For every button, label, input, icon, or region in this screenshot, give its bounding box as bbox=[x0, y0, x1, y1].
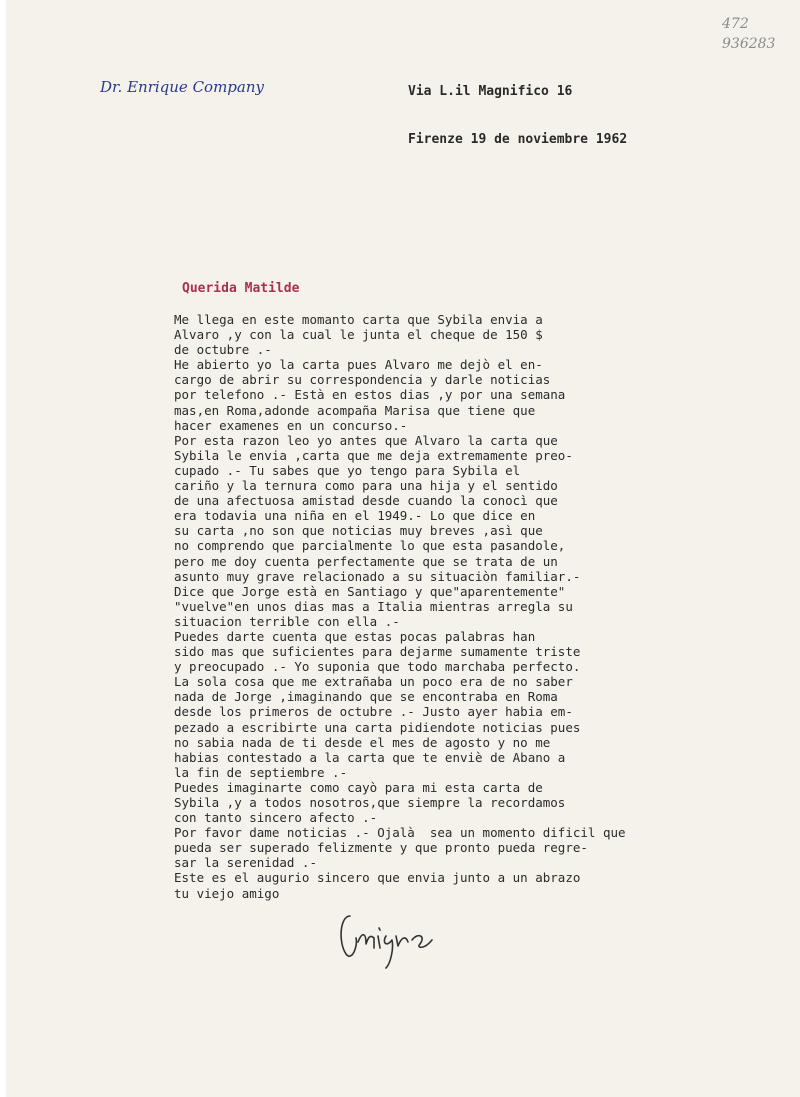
body-line: con tanto sincero afecto .- bbox=[174, 810, 378, 826]
body-line: su carta ,no son que noticias muy breves ,asì que bbox=[174, 523, 543, 539]
body-line: Puedes imaginarte como cayò para mi esta carta de bbox=[174, 779, 543, 795]
body-line: no comprendo que parcialmente lo que esta pasandole, bbox=[174, 538, 566, 554]
body-line: Puedes darte cuenta que estas pocas palabras han bbox=[174, 628, 536, 644]
body-line: Por esta razon leo yo antes que Alvaro la carta que bbox=[174, 432, 558, 448]
body-line: mas,en Roma,adonde acompaña Marisa que tiene que bbox=[174, 402, 536, 418]
salutation: Querida Matilde bbox=[182, 281, 300, 296]
body-line: habias contestado a la carta que te enviè de Abano a bbox=[174, 749, 566, 765]
archive-number bbox=[722, 14, 792, 54]
body-line: La sola cosa que me extrañaba un poco era de no saber bbox=[174, 674, 573, 690]
body-line: sar la serenidad .- bbox=[174, 855, 317, 871]
body-line: situacion terrible con ella .- bbox=[174, 613, 400, 629]
body-line: nada de Jorge ,imaginando que se encontraba en Roma bbox=[174, 689, 558, 705]
body-line: Me llega en este momanto carta que Sybila envia a bbox=[174, 312, 543, 327]
body-line: la fin de septiembre .- bbox=[174, 764, 348, 780]
letter-date: Firenze 19 de noviembre 1962 bbox=[408, 132, 628, 147]
body-line: sido mas que suficientes para dejarme sumamente triste bbox=[174, 644, 581, 660]
body-line: por telefono .- Està en estos dias ,y por una semana bbox=[174, 387, 566, 403]
body-line: hacer examenes en un concurso.- bbox=[174, 417, 408, 433]
body-line: pezado a escribirte una carta pidiendote noticias pues bbox=[174, 719, 581, 735]
body-line: pueda ser superado felizmente y que pronto pueda regre- bbox=[174, 840, 588, 856]
body-line: de octubre .- bbox=[174, 342, 272, 358]
body-line: "vuelve"en unos dias mas a Italia mientras arregla su bbox=[174, 598, 573, 614]
body-line: y preocupado .- Yo suponia que todo marchaba perfecto. bbox=[174, 659, 581, 675]
archive-number-2: 936283 bbox=[722, 36, 776, 52]
body-line: de una afectuosa amistad desde cuando la conocì que bbox=[174, 493, 558, 509]
body-line: desde los primeros de octubre .- Justo ayer habia em- bbox=[174, 704, 573, 720]
body-line: Sybila ,y a todos nosotros,que siempre la recordamos bbox=[174, 795, 566, 810]
body-line: Alvaro ,y con la cual le junta el cheque de 150 $ bbox=[174, 327, 543, 343]
body-line: no sabia nada de ti desde el mes de agosto y no me bbox=[174, 734, 551, 750]
body-line: cariño y la ternura como para una hija y el sentido bbox=[174, 478, 558, 494]
body-line: cargo de abrir su correspondencia y darle noticias bbox=[174, 372, 551, 388]
letter-body bbox=[174, 312, 734, 901]
sender-address: Via L.il Magnifico 16 bbox=[408, 84, 573, 99]
handwritten-signature bbox=[336, 902, 446, 972]
paper-edge bbox=[0, 0, 6, 1097]
signature bbox=[336, 902, 446, 977]
body-line: era todavia una niña en el 1949.- Lo que dice en bbox=[174, 508, 536, 524]
body-line: Dice que Jorge està en Santiago y que"aparentemente" bbox=[174, 583, 566, 599]
letterhead-name: Dr. Enrique Company bbox=[100, 78, 264, 96]
body-line: tu viejo amigo bbox=[174, 885, 280, 901]
body-line: asunto muy grave relacionado a su situaciòn familiar.- bbox=[174, 568, 581, 584]
archive-number-1: 472 bbox=[722, 16, 749, 32]
body-line: Este es el augurio sincero que envia junto a un abrazo bbox=[174, 870, 581, 886]
body-line: pero me doy cuenta perfectamente que se trata de un bbox=[174, 553, 558, 569]
body-line: He abierto yo la carta pues Alvaro me dejò el en- bbox=[174, 357, 543, 373]
body-line: Sybila le envia ,carta que me deja extremamente preo- bbox=[174, 447, 573, 463]
body-line: cupado .- Tu sabes que yo tengo para Sybila el bbox=[174, 462, 521, 478]
body-line: Por favor dame noticias .- Ojalà sea un momento dificil que bbox=[174, 825, 626, 841]
